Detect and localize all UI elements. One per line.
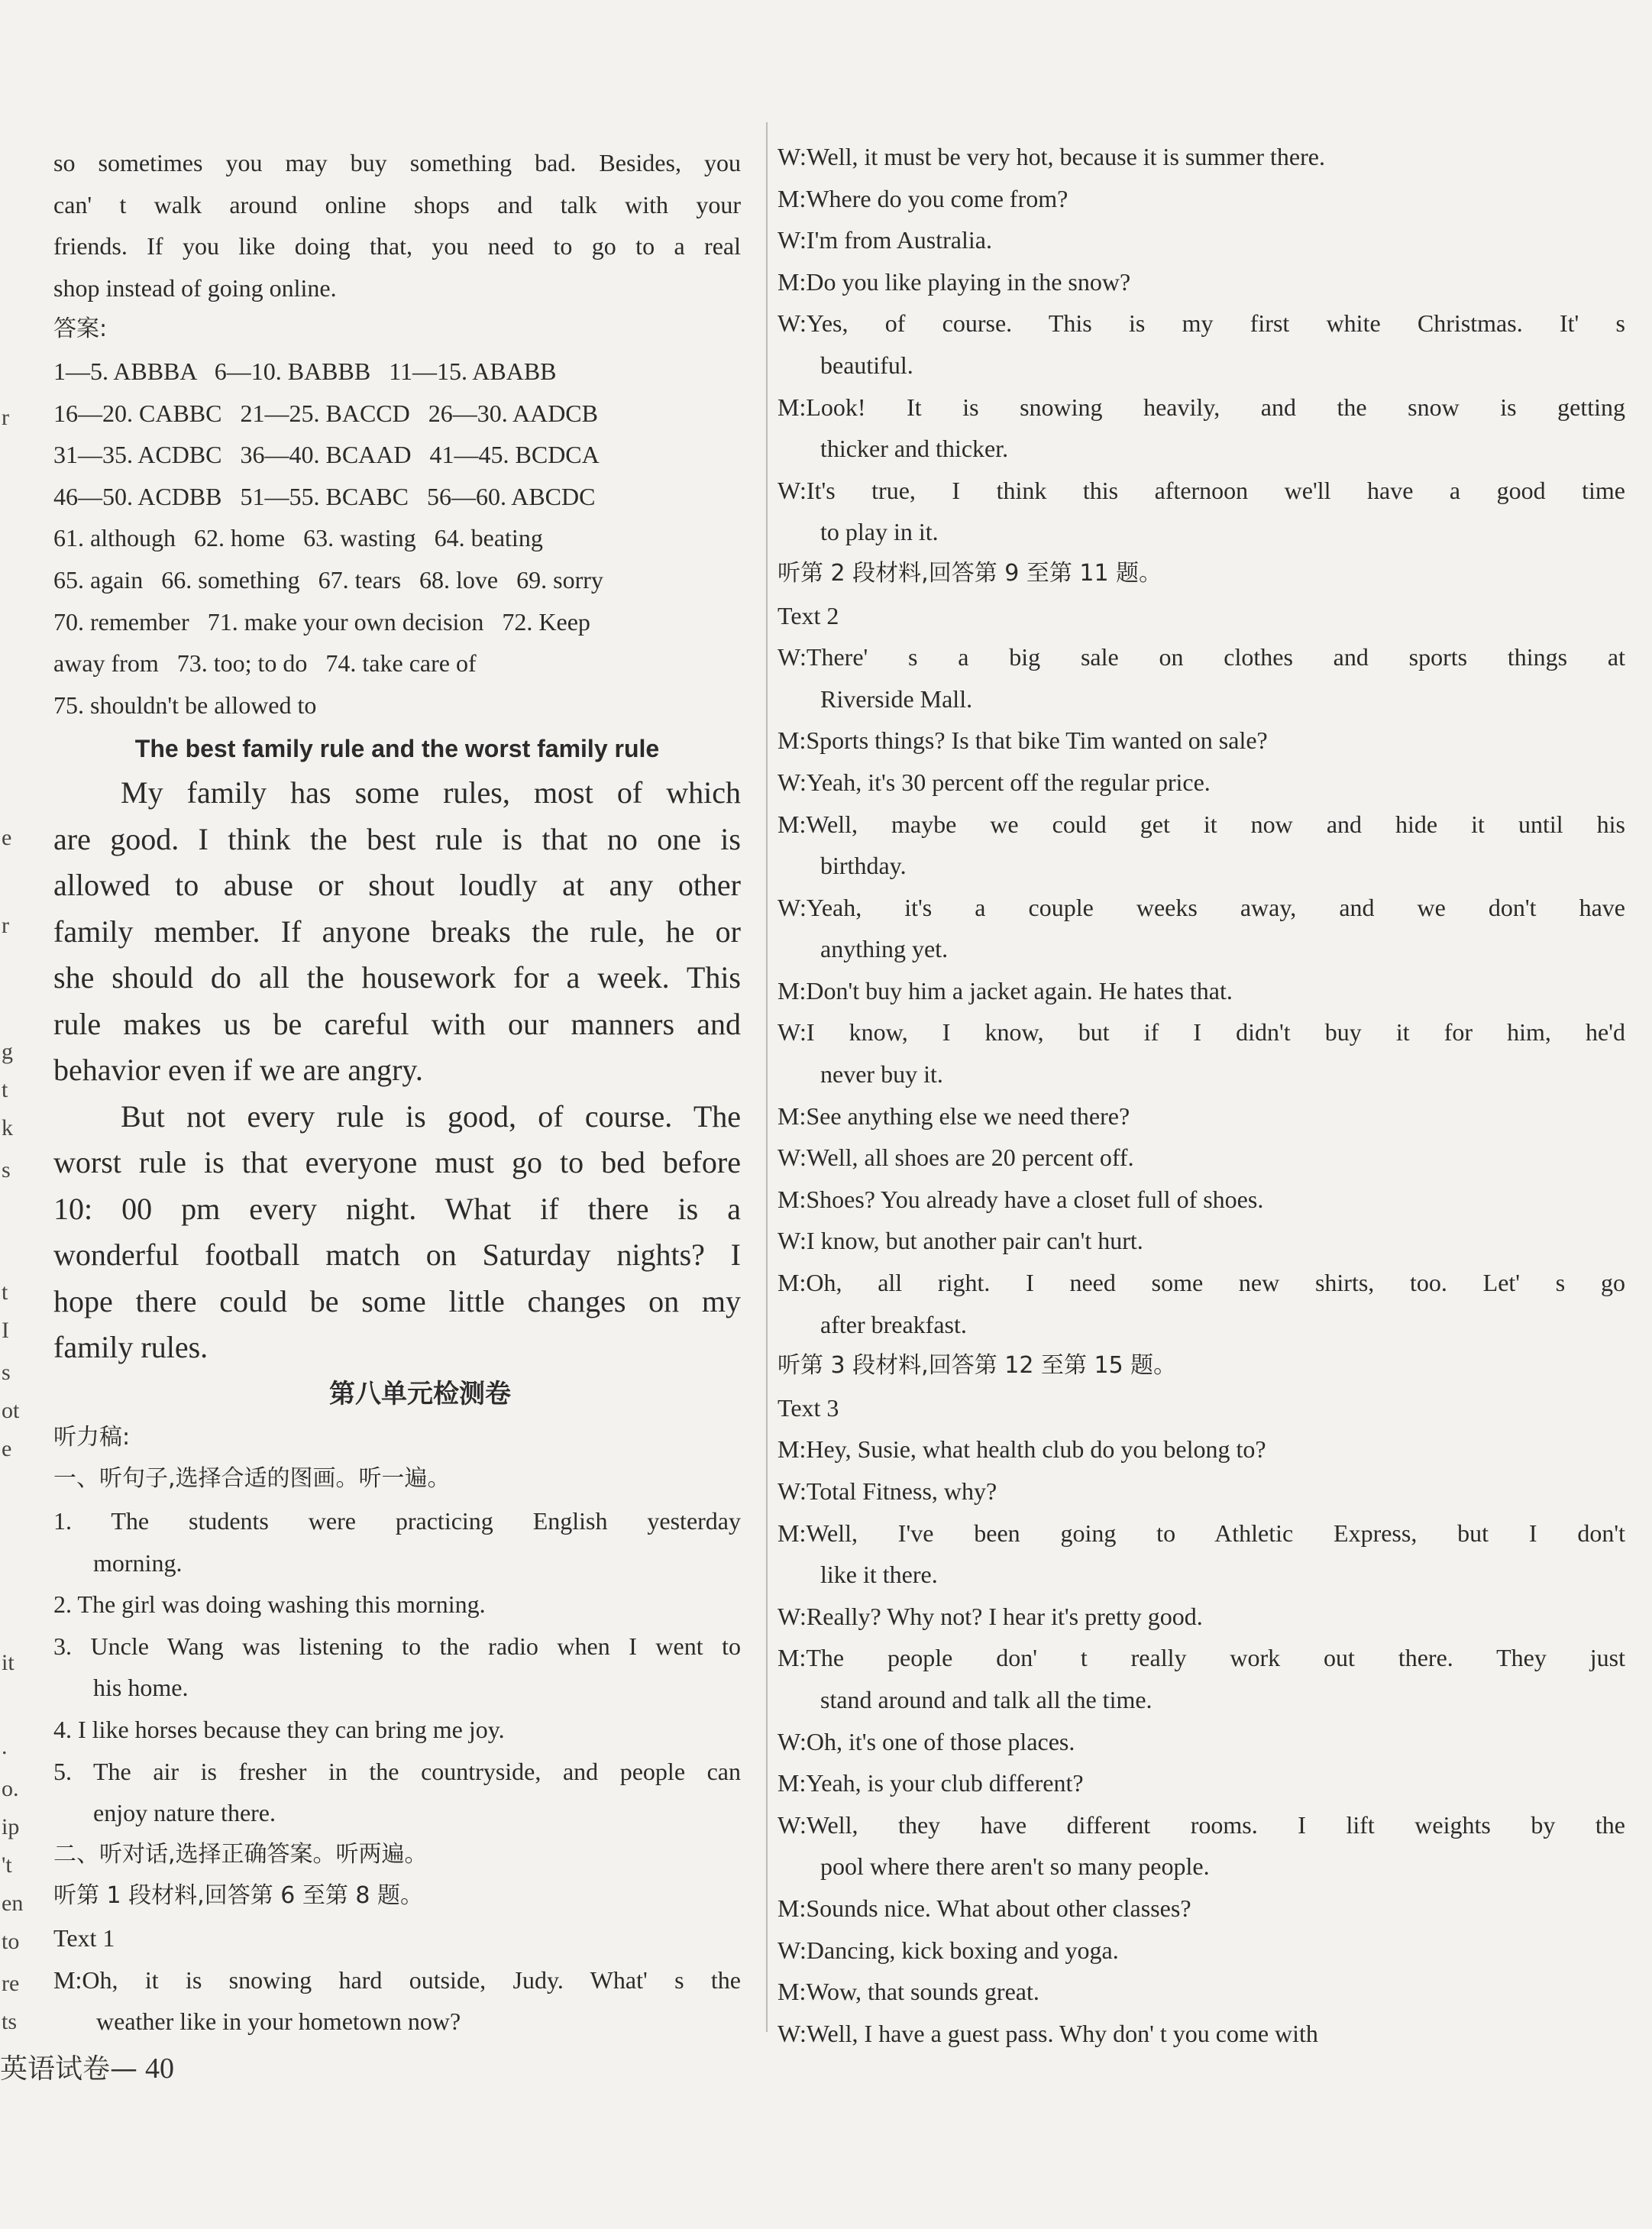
margin-fragment: 't xyxy=(2,1852,12,1878)
margin-fragment: s xyxy=(2,1360,11,1385)
line-continuation: beautiful. xyxy=(820,351,913,379)
margin-fragment: ip xyxy=(2,1814,20,1839)
dialogue-line xyxy=(778,1470,1625,1512)
answer-key xyxy=(53,351,741,726)
margin-fragment: s xyxy=(2,1157,11,1182)
dialogue-line xyxy=(778,887,1625,970)
essay-line: are good. I think the best rule is that no one is xyxy=(53,821,741,856)
line-text: 4. I like horses because they can bring me joy. xyxy=(53,1715,505,1743)
text-line: so sometimes you may buy something bad. Besides, you xyxy=(53,149,741,176)
margin-fragment: k xyxy=(2,1115,13,1140)
text-line: friends. If you like doing that, you need to go to a real xyxy=(53,232,741,260)
dialogue-line xyxy=(778,1095,1625,1137)
essay-line: family rules. xyxy=(53,1330,209,1365)
line-text: M:Don't buy him a jacket again. He hates that. xyxy=(778,976,1233,1005)
essay-line: behavior even if we are angry. xyxy=(53,1053,423,1088)
part2-instruction: 二、听对话,选择正确答案。听两遍。 xyxy=(53,1840,428,1868)
dialogue xyxy=(778,636,1625,1345)
line-text: M:Well, maybe we could get it now and hide it until his xyxy=(778,810,1625,838)
dialogue-line xyxy=(778,470,1625,553)
margin-fragment: r xyxy=(2,913,9,938)
margin-fragment: e xyxy=(2,825,12,850)
line-text: M:Where do you come from? xyxy=(778,184,1068,212)
dialogue xyxy=(53,1959,741,2043)
line-continuation: pool where there aren't so many people. xyxy=(820,1852,1210,1881)
text1-title: Text 1 xyxy=(53,1923,115,1952)
essay-line: wonderful football match on Saturday nights? I xyxy=(53,1237,741,1273)
margin-fragment: I xyxy=(2,1318,9,1343)
adjacent-page-margin xyxy=(0,0,23,2062)
essay-line: allowed to abuse or shout loudly at any other xyxy=(53,868,741,903)
answer-line: 65. again 66. something 67. tears 68. love 69. sorry xyxy=(53,565,603,594)
footer-label: 英语试卷— xyxy=(0,2053,138,2085)
line-text: W:It's true, I think this afternoon we'll have a good time xyxy=(778,476,1625,504)
essay-line: worst rule is that everyone must go to bed before xyxy=(53,1145,741,1180)
line-text: W:I know, but another pair can't hurt. xyxy=(778,1227,1143,1255)
line-continuation: to play in it. xyxy=(820,518,939,546)
line-text: M:Oh, all right. I need some new shirts, too. Let' s go xyxy=(778,1269,1625,1297)
dialogue xyxy=(778,1428,1625,2054)
answer-line: 1—5. ABBBA 6—10. BABBB 11—15. ABABB xyxy=(53,357,557,385)
answer-line: 31—35. ACDBC 36—40. BCAAD 41—45. BCDCA xyxy=(53,441,600,469)
column-divider xyxy=(766,122,768,2032)
line-continuation: like it there. xyxy=(820,1561,938,1589)
line-continuation: thicker and thicker. xyxy=(820,435,1009,463)
margin-fragment: . xyxy=(2,1734,8,1759)
dialogue-line xyxy=(53,1626,741,1709)
line-continuation: stand around and talk all the time. xyxy=(820,1685,1153,1713)
answer-line: 70. remember 71. make your own decision 72. Keep xyxy=(53,607,590,636)
answer-line: 46—50. ACDBB 51—55. BCABC 56—60. ABCDC xyxy=(53,482,596,510)
line-text: W:Well, it must be very hot, because it is summer there. xyxy=(778,143,1325,170)
line-text: W:There' s a big sale on clothes and sports things at xyxy=(778,643,1625,671)
dialogue-line xyxy=(778,1804,1625,1888)
dialogue-line xyxy=(778,1137,1625,1179)
line-continuation: morning. xyxy=(93,1548,183,1577)
dialogue-line xyxy=(778,219,1625,261)
margin-fragment: r xyxy=(2,405,9,430)
line-continuation: Riverside Mall. xyxy=(820,684,973,713)
line-text: M:See anything else we need there? xyxy=(778,1102,1130,1130)
margin-fragment: re xyxy=(2,1971,20,1996)
page-footer xyxy=(0,2047,174,2086)
text3-instruction: 听第 3 段材料,回答第 12 至第 15 题。 xyxy=(778,1352,1177,1380)
line-text: M:Sports things? Is that bike Tim wanted on sale? xyxy=(778,726,1268,755)
line-continuation: his home. xyxy=(93,1674,189,1702)
margin-fragment: ts xyxy=(2,2009,18,2034)
dialogue-line xyxy=(778,1262,1625,1345)
margin-fragment: g xyxy=(2,1039,13,1064)
dialogue-line xyxy=(778,720,1625,762)
text-line: shop instead of going online. xyxy=(53,273,337,302)
intro-paragraph xyxy=(53,142,741,309)
essay-line: But not every rule is good, of course. The xyxy=(121,1098,741,1134)
dialogue xyxy=(778,136,1625,553)
line-text: W:Yeah, it's a couple weeks away, and we don't have xyxy=(778,893,1625,921)
line-text: W:Really? Why not? I hear it's pretty good. xyxy=(778,1602,1203,1630)
dialogue-line xyxy=(778,2013,1625,2055)
text1-instruction: 听第 1 段材料,回答第 6 至第 8 题。 xyxy=(53,1882,424,1910)
answer-line: 75. shouldn't be allowed to xyxy=(53,691,317,719)
line-continuation: enjoy nature there. xyxy=(93,1799,276,1827)
line-text: M:Yeah, is your club different? xyxy=(778,1769,1084,1797)
line-text: W:Well, I have a guest pass. Why don' t you come with xyxy=(778,2019,1318,2047)
line-continuation: after breakfast. xyxy=(820,1310,967,1338)
text3-title: Text 3 xyxy=(778,1393,839,1422)
dialogue-line xyxy=(778,636,1625,720)
margin-fragment: ot xyxy=(2,1398,20,1423)
page-number: 40 xyxy=(145,2053,175,2085)
dialogue-line xyxy=(778,1971,1625,2013)
text2-instruction: 听第 2 段材料,回答第 9 至第 11 题。 xyxy=(778,559,1162,587)
line-text: M:Shoes? You already have a closet full of shoes. xyxy=(778,1185,1264,1213)
dialogue-line xyxy=(778,1428,1625,1470)
line-continuation: birthday. xyxy=(820,852,907,880)
margin-fragment: e xyxy=(2,1436,12,1461)
right-column xyxy=(778,136,1625,2054)
line-text: M:Wow, that sounds great. xyxy=(778,1978,1039,2006)
essay-line: 10: 00 pm every night. What if there is a xyxy=(53,1191,741,1226)
answers-label: 答案: xyxy=(53,315,108,343)
line-text: W:Yeah, it's 30 percent off the regular price. xyxy=(778,768,1211,796)
essay-line: hope there could be some little changes on my xyxy=(53,1283,741,1318)
line-continuation: anything yet. xyxy=(820,935,949,963)
margin-fragment: it xyxy=(2,1650,15,1675)
line-text: 3. Uncle Wang was listening to the radio when I went to xyxy=(53,1632,741,1660)
dialogue-line xyxy=(778,1888,1625,1930)
line-text: W:I'm from Australia. xyxy=(778,226,992,254)
line-text: 1. The students were practicing English yesterday xyxy=(53,1507,741,1535)
line-continuation: weather like in your hometown now? xyxy=(96,2007,461,2036)
line-text: W:Oh, it's one of those places. xyxy=(778,1727,1075,1755)
dialogue-line xyxy=(53,1709,741,1751)
answer-line: 16—20. CABBC 21—25. BACCD 26—30. AADCB xyxy=(53,399,598,427)
text-line: can' t walk around online shops and talk with your xyxy=(53,190,741,218)
dialogue-line xyxy=(778,804,1625,887)
line-text: M:The people don' t really work out there. They just xyxy=(778,1644,1625,1672)
line-text: M:Look! It is snowing heavily, and the snow is getting xyxy=(778,393,1625,421)
dialogue-line xyxy=(778,1011,1625,1095)
line-text: W:Total Fitness, why? xyxy=(778,1477,997,1505)
answer-line: 61. although 62. home 63. wasting 64. beating xyxy=(53,524,543,552)
essay-title: The best family rule and the worst family rule xyxy=(134,735,660,763)
section-title: 第八单元检测卷 xyxy=(329,1378,511,1409)
dialogue-line xyxy=(778,302,1625,386)
essay-line: family member. If anyone breaks the rule, he or xyxy=(53,914,741,949)
dialogue-line xyxy=(53,1584,741,1626)
dialogue-line xyxy=(778,1721,1625,1763)
line-text: W:Dancing, kick boxing and yoga. xyxy=(778,1936,1119,1964)
dialogue-line xyxy=(778,762,1625,804)
line-text: W:Yes, of course. This is my first white Christmas. It' s xyxy=(778,309,1625,338)
text2-title: Text 2 xyxy=(778,601,839,629)
line-text: M:Sounds nice. What about other classes? xyxy=(778,1894,1191,1922)
dialogue-line xyxy=(778,970,1625,1012)
margin-fragment: o. xyxy=(2,1776,19,1801)
line-continuation: never buy it. xyxy=(820,1060,943,1089)
essay xyxy=(53,770,741,1371)
margin-fragment: t xyxy=(2,1077,8,1102)
margin-fragment: en xyxy=(2,1891,24,1916)
answer-line: away from 73. too; to do 74. take care of xyxy=(53,649,477,678)
dialogue-line xyxy=(53,1500,741,1584)
margin-fragment: to xyxy=(2,1929,20,1954)
dialogue-line xyxy=(778,1512,1625,1596)
dialogue-line xyxy=(778,1762,1625,1804)
transcript-label: 听力稿: xyxy=(53,1423,131,1451)
dialogue-line xyxy=(778,1220,1625,1262)
essay-line: My family has some rules, most of which xyxy=(121,775,741,810)
line-text: M:Well, I've been going to Athletic Express, but I don't xyxy=(778,1519,1625,1547)
dialogue-line xyxy=(778,1930,1625,1972)
line-text: W:Well, they have different rooms. I lift weights by the xyxy=(778,1810,1625,1839)
essay-line: rule makes us be careful with our manners and xyxy=(53,1006,741,1041)
dialogue-line xyxy=(778,178,1625,220)
line-text: M:Do you like playing in the snow? xyxy=(778,267,1131,296)
part1-sentences xyxy=(53,1500,741,1834)
dialogue-line xyxy=(778,1179,1625,1221)
left-column xyxy=(53,142,741,2043)
part1-instruction: 一、听句子,选择合适的图画。听一遍。 xyxy=(53,1465,451,1493)
dialogue-line xyxy=(778,261,1625,303)
margin-fragment: t xyxy=(2,1279,8,1305)
line-text: M:Oh, it is snowing hard outside, Judy. What' s the xyxy=(53,1965,741,1994)
line-text: W:I know, I know, but if I didn't buy it for him, he'd xyxy=(778,1018,1625,1047)
dialogue-line xyxy=(53,1751,741,1834)
dialogue-line xyxy=(778,136,1625,178)
dialogue-line xyxy=(778,1596,1625,1638)
line-text: M:Hey, Susie, what health club do you belong to? xyxy=(778,1435,1266,1464)
line-text: 5. The air is fresher in the countryside, and people can xyxy=(53,1757,741,1785)
line-text: W:Well, all shoes are 20 percent off. xyxy=(778,1144,1134,1172)
essay-line: she should do all the housework for a week. This xyxy=(53,960,741,995)
line-text: 2. The girl was doing washing this morning. xyxy=(53,1590,486,1619)
dialogue-line xyxy=(778,387,1625,470)
dialogue-line xyxy=(778,1637,1625,1720)
